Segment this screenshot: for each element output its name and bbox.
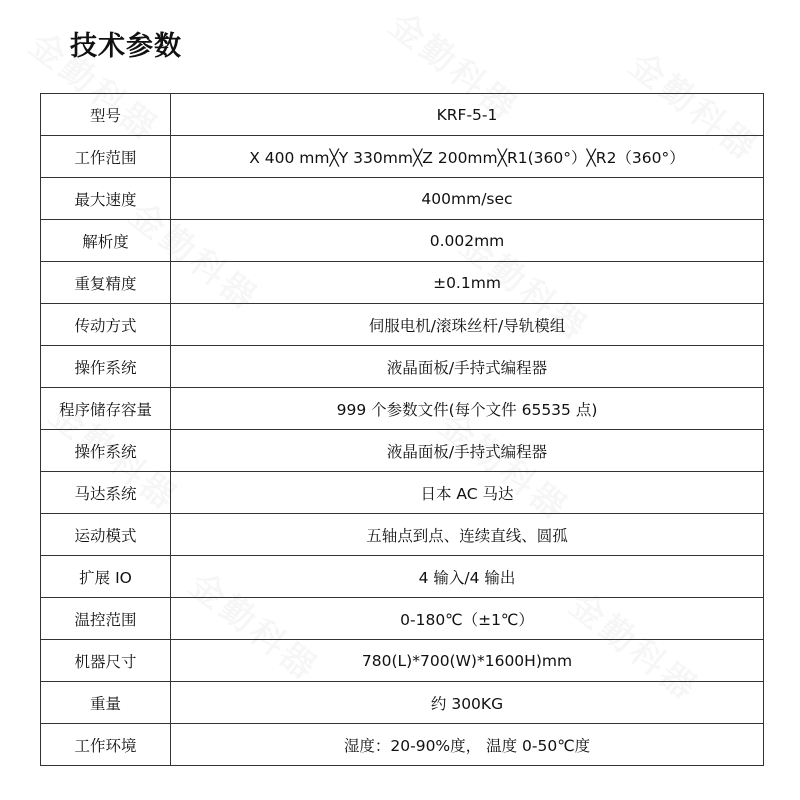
table-row (41, 346, 764, 388)
table-row (41, 220, 764, 262)
table-row (41, 94, 764, 136)
spec-label: 传动方式 (41, 304, 171, 346)
table-row (41, 262, 764, 304)
table-row (41, 472, 764, 514)
spec-value: 约 300KG (171, 682, 764, 724)
table-row (41, 136, 764, 178)
spec-value: 4 输入/4 输出 (171, 556, 764, 598)
table-row (41, 724, 764, 766)
spec-label: 工作环境 (41, 724, 171, 766)
spec-label: 操作系统 (41, 346, 171, 388)
table-row (41, 514, 764, 556)
spec-label: 机器尺寸 (41, 640, 171, 682)
spec-label: 工作范围 (41, 136, 171, 178)
spec-value: 780(L)*700(W)*1600H)mm (171, 640, 764, 682)
spec-value: 400mm/sec (171, 178, 764, 220)
table-row (41, 598, 764, 640)
spec-value: 0-180℃（±1℃） (171, 598, 764, 640)
table-row (41, 304, 764, 346)
spec-label: 解析度 (41, 220, 171, 262)
spec-table (40, 93, 764, 766)
spec-label: 扩展 IO (41, 556, 171, 598)
spec-value: X 400 mm╳Y 330mm╳Z 200mm╳R1(360°）╳R2（360°） (171, 136, 764, 178)
spec-label: 运动模式 (41, 514, 171, 556)
spec-label: 温控范围 (41, 598, 171, 640)
spec-value: 伺服电机/滚珠丝杆/导轨模组 (171, 304, 764, 346)
spec-value: 液晶面板/手持式编程器 (171, 346, 764, 388)
spec-value: 湿度：20-90%度， 温度 0-50℃度 (171, 724, 764, 766)
spec-label: 重复精度 (41, 262, 171, 304)
table-row (41, 178, 764, 220)
spec-value: KRF-5-1 (171, 94, 764, 136)
spec-label: 最大速度 (41, 178, 171, 220)
page-title: 技术参数 (70, 31, 182, 62)
spec-value: ±0.1mm (171, 262, 764, 304)
table-row (41, 430, 764, 472)
spec-value: 999 个参数文件(每个文件 65535 点) (171, 388, 764, 430)
table-row (41, 388, 764, 430)
table-row (41, 556, 764, 598)
spec-label: 型号 (41, 94, 171, 136)
spec-value: 日本 AC 马达 (171, 472, 764, 514)
spec-label: 马达系统 (41, 472, 171, 514)
spec-value: 五轴点到点、连续直线、圆孤 (171, 514, 764, 556)
spec-label: 重量 (41, 682, 171, 724)
spec-value: 0.002mm (171, 220, 764, 262)
spec-label: 程序储存容量 (41, 388, 171, 430)
spec-label: 操作系统 (41, 430, 171, 472)
table-row (41, 682, 764, 724)
spec-value: 液晶面板/手持式编程器 (171, 430, 764, 472)
table-row (41, 640, 764, 682)
